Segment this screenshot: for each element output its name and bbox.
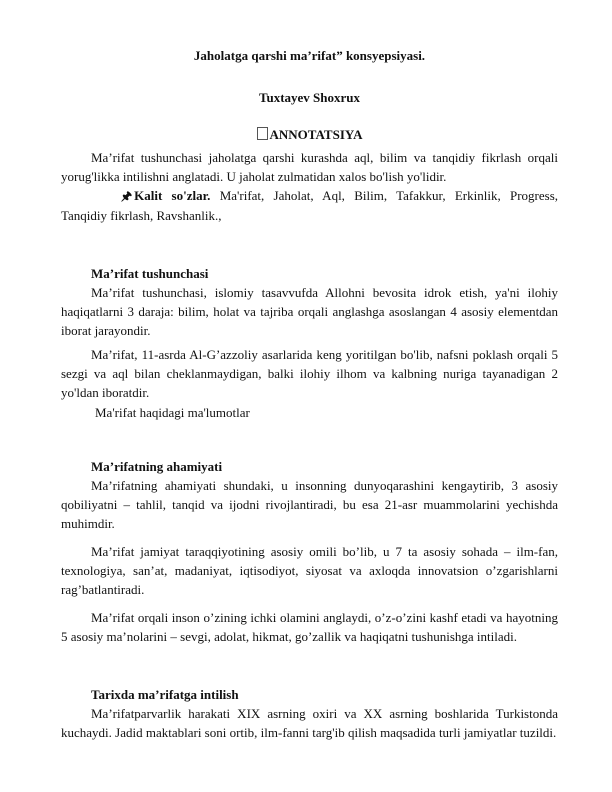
section-heading-tarixda: Tarixda ma’rifatga intilish <box>91 687 239 702</box>
keywords-label: Kalit so'zlar. <box>134 188 211 203</box>
section-heading-ahamiyati: Ma’rifatning ahamiyati <box>91 459 223 474</box>
section2-paragraph-3: Ma’rifat orqali inson o’zining ichki olamini anglaydi, o’z-o’zini kashf etadi va hayotning 5 asosiy ma’nolarini – sevgi, adolat, hikmat, go’zallik va haqiqatni tushunishga intiladi. <box>61 610 558 644</box>
annotation-text: Ma’rifat tushunchasi jaholatga qarshi kurashda aql, bilim va tanqidiy fikrlash orqali yorug'likka intilishni anglatadi. U jaholat zulmatidan xalos bo'lish yo'lidir. <box>61 150 558 184</box>
document-title: Jaholatga qarshi ma’rifat” konsyepsiyasi. <box>193 48 426 63</box>
section1-paragraph-1: Ma’rifat tushunchasi, islomiy tasavvufda Allohni bevosita idrok etish, ya'ni ilohiy haqiqatlarni 3 daraja: bilim, holat va tajriba orqali anglashga asoslangan 4 asosiy elementdan iborat jarayondir. <box>61 285 558 338</box>
keywords-paragraph <box>61 186 558 225</box>
keywords-text: Ma'rifat, Jaholat, Aql, Bilim, Tafakkur, Erkinlik, Progress, Tanqidiy fikrlash, Ravshanlik., <box>61 188 559 223</box>
annotation-heading <box>61 127 558 143</box>
section3-paragraph-1: Ma’rifatparvarlik harakati XIX asrning oxiri va XX asrning boshlarida Turkistonda kuchaydi. Jadid maktablari soni ortib, ilm-fanni targ'ib qilish maqsadida turli jamiyatlar tuzildi. <box>61 706 558 740</box>
section-heading-tushunchasi: Ma’rifat tushunchasi <box>91 266 209 281</box>
section2-paragraph-1: Ma’rifatning ahamiyati shundaki, u insonning dunyoqarashini kengaytirib, 3 asosiy qobiliyatni – tahlil, tanqid va ijodni rivojlantiradi, bu esa 21-asr muammolarini yechishda muhimdir. <box>61 478 558 531</box>
section2-paragraph-2: Ma’rifat jamiyat taraqqiyotining asosiy omili bo’lib, u 7 ta asosiy sohada – ilm-fan, texnologiya, san’at, madaniyat, iqtisodiyot, siyosat va axloqda innovatsion o’zgarishlarni rag’batlantiradi. <box>61 544 558 597</box>
section1-paragraph-2: Ma’rifat, 11-asrda Al-G’azzoliy asarlarida keng yoritilgan bo'lib, nafsni poklash orqali 5 sezgi va aql bilan cheklanmaydigan, balki ilohiy ilhom va kalbning nuriga tayanadigan 2 yo'ldan iboratdir. <box>61 347 558 400</box>
annotation-heading-text: ANNOTATSIYA <box>269 127 363 142</box>
pin-icon: 🖈 <box>121 189 133 203</box>
missing-glyph-icon <box>257 127 268 140</box>
author-name: Tuxtayev Shoxrux <box>258 90 361 105</box>
section1-info-line: Ma'rifat haqidagi ma'lumotlar <box>95 405 250 420</box>
